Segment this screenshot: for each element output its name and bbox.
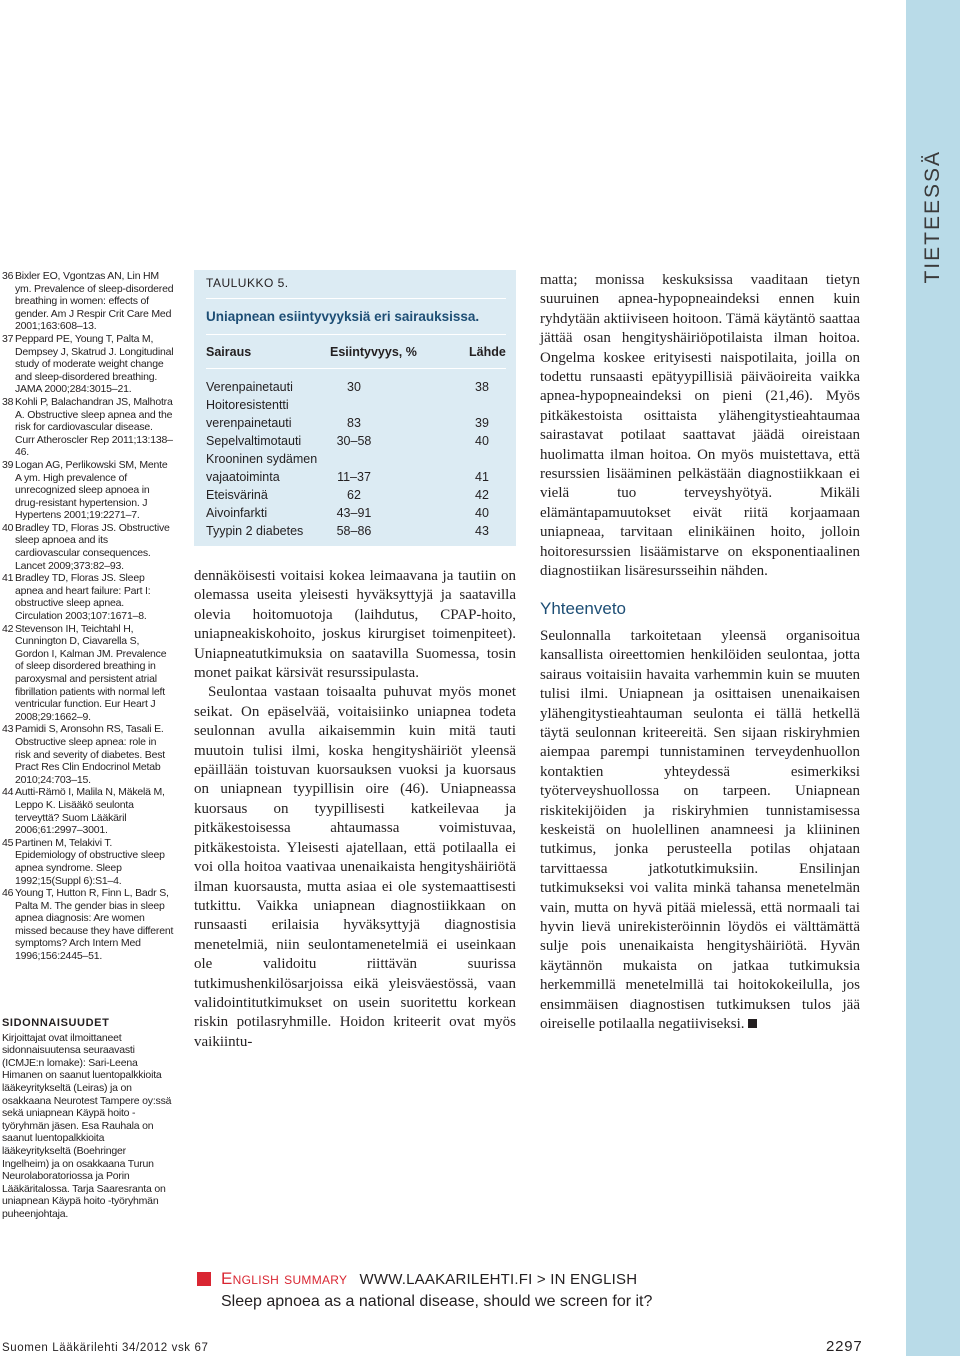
table-cell: Verenpainetauti bbox=[206, 380, 293, 394]
page-number: 2297 bbox=[826, 1338, 863, 1355]
reference-number: 36 bbox=[2, 270, 14, 282]
reference-number: 38 bbox=[2, 395, 14, 408]
reference-text: Bradley TD, Floras JS. Sleep apnea and heart failure: Part I: obstructive sleep apnea. Circulation 2003;107:1671–8. bbox=[15, 572, 151, 623]
reference-text: Logan AG, Perlikowski SM, Mente A ym. High prevalence of unrecognized sleep apnoea in drug-resistant hypertension. J Hypertens 2001;19:2271–7. bbox=[15, 458, 168, 522]
table-divider bbox=[206, 368, 506, 369]
reference-item bbox=[2, 887, 174, 963]
table-cell: 41 bbox=[475, 470, 489, 484]
english-summary-title: Sleep apnoea as a national disease, should we screen for it? bbox=[221, 1293, 653, 1310]
table-cell: 43 bbox=[475, 524, 489, 538]
reference-text: Kohli P, Balachandran JS, Malhotra A. Obstructive sleep apnea and the risk for cardiovascular disease. Curr Atheroscler Rep 2011;13:138–46. bbox=[15, 395, 173, 459]
table-cell: vajaatoiminta bbox=[206, 470, 280, 484]
reference-text: Autti-Rämö I, Malila N, Mäkelä M, Leppo K. Lisääkö seulonta terveyttä? Suom Lääkäril 2006;61:2997–3001. bbox=[15, 786, 165, 837]
footer-journal: Suomen Lääkärilehti 34/2012 vsk 67 bbox=[2, 1342, 209, 1354]
reference-item bbox=[2, 723, 174, 786]
reference-number: 42 bbox=[2, 622, 14, 635]
english-summary-marker bbox=[197, 1272, 211, 1286]
disclosure-section bbox=[2, 1017, 174, 1221]
table-header-cell: Sairaus bbox=[206, 345, 252, 359]
paragraph: matta; monissa keskuksissa vaaditaan tietyn suuruinen apnea-hypopneaindeksi ennen kuin ryhdytään aktiiviseen hoitoon. Tämä käytäntö saattaa jättää osan hengityshäiriöpotilaista ilman hoitoa. Ongelma koskee erityisesti naispotilaita, joilla on todettu runsaasti epätyypillisiä päiväoireita vaikka apnea-hypopneaindeksi on pieni (21,46). Myös pitkäkestoista osittaista ylähengitystieahtaumaa sairastavat potilaat saattavat jäädä oireistaan huolimatta ilman hoitoa. On myös muistettava, että resurssien lisääminen pelkästään diagnostiikkaan ei vielä tuo terveyshyötyä. Mikäli elämäntapamuutokset eivät riitä korjaamaan uniapneaa, tarvitaan elinikäinen hoito, jolloin hoitoresurssien lisäämistarve on eksponentiaalinen diagnostiikan lisäresursseihin nähden. bbox=[540, 272, 860, 580]
table-header-cell: Lähde bbox=[469, 345, 506, 359]
reference-item bbox=[2, 270, 174, 333]
table-row bbox=[206, 450, 506, 468]
table-title: Uniapnean esiintyvyyksiä eri sairauksissa. bbox=[206, 309, 480, 324]
table-cell: Tyypin 2 diabetes bbox=[206, 524, 304, 538]
reference-text: Bixler EO, Vgontzas AN, Lin HM ym. Prevalence of sleep-disordered breathing in women: effects of gender. Am J Respir Crit Care Med 2001;163:608–13. bbox=[15, 270, 174, 333]
table-box bbox=[194, 270, 516, 546]
table-cell: 40 bbox=[475, 506, 489, 520]
english-summary-line bbox=[221, 1269, 637, 1289]
english-summary-label: English summary bbox=[221, 1269, 348, 1288]
reference-text: Young T, Hutton R, Finn L, Badr S, Palta M. The gender bias in sleep apnea diagnosis: Are women missed because they have different symptoms? Arch Intern Med 1996;156:2445–51. bbox=[15, 887, 174, 963]
table-cell: Krooninen sydämen bbox=[206, 452, 318, 466]
table-row bbox=[206, 486, 506, 504]
reference-item bbox=[2, 572, 174, 622]
reference-text: Pamidi S, Aronsohn RS, Tasali E. Obstructive sleep apnea: role in risk and severity of diabetes. Best Pract Res Clin Endocrinol Metab 2010;24:703–15. bbox=[15, 723, 165, 786]
reference-item bbox=[2, 786, 174, 836]
table-cell: 30–58 bbox=[336, 434, 372, 448]
table-cell: 30 bbox=[347, 380, 361, 394]
paragraph: dennäköisesti voitaisi kokea leimaavana ja tautiin on olemassa useita yleisesti hyväksyttyjä ja saatavilla olevia hoitomuotoja (laihdutus, CPAP-hoito, uniapneakiskohoito, joskus kirurgiset toimenpiteet). Uniapneatutkimuksia on saatavilla Suomessa, tosin monet paikat kärsivät resurssipulasta. bbox=[194, 568, 516, 682]
table-cell: 83 bbox=[347, 416, 361, 430]
table-row bbox=[206, 468, 506, 486]
table-cell: Sepelvaltimotauti bbox=[206, 434, 302, 448]
table-divider bbox=[206, 334, 506, 335]
end-mark bbox=[748, 1019, 757, 1028]
reference-number: 41 bbox=[2, 572, 14, 585]
reference-item bbox=[2, 333, 174, 396]
reference-item bbox=[2, 522, 174, 572]
table-divider bbox=[206, 298, 506, 299]
table-cell: 43–91 bbox=[336, 506, 372, 520]
table-cell: Eteisvärinä bbox=[206, 488, 268, 502]
disclosure-title: SIDONNAISUUDET bbox=[2, 1017, 110, 1029]
table-cell: 62 bbox=[347, 488, 361, 502]
table-cell: 42 bbox=[475, 488, 489, 502]
table-row bbox=[206, 504, 506, 522]
paragraph: Seulontaa vastaan toisaalta puhuvat myös monet seikat. On epäselvää, voitaisiinko uniapnea todeta seulonnan avulla aikaisemmin kuin mitä tauti muutoin tulisi ilmi, koska hengityshäiriöt yleensä epäillään toistuvan kuorsauksen vuoksi ja kuorsaus on uniapnean tyypillisin oire (46). Uniapneassa kuorsaus on tyypillisesti katkeilevaa ja pitkäkestoisessa ahtaumassa voimistuvaa, pitkäkestoista. Yleisesti ajatellaan, että potilaalla ei voi olla hoitoa vaativaa unenaikaista hengityshäiriötä ilman kuorsausta, mutta asiaa ei ole systemaattisesti tutkittu. Vaikka uniapnean diagnostiikkaan on runsaasti erilaisia hyväksyttyjä diagnostisia menetelmiä, niin seulontamenetelmiä ei useinkaan ole validoitu riittävän suurissa tutkimushenkilösarjoissa eikä yleisväestössä, vaan validointitutkimukset on usein suoritettu korkean riskin potilasryhmille. Hoidon kriteerit ovat myös vaikiintu- bbox=[194, 684, 516, 1050]
table-cell: Hoitoresistentti bbox=[206, 398, 289, 412]
reference-text: Stevenson IH, Teichtahl H, Cunnington D, Ciavarella S, Gordon I, Kalman JM. Prevalence of sleep disordered breathing in paroxysmal and persistent atrial fibrillation patients with normal left ventricular function. Eur Heart J 2008;29:1662–9. bbox=[15, 622, 167, 723]
table-row bbox=[206, 522, 506, 540]
middle-column bbox=[194, 567, 516, 1052]
table-header-cell: Esiintyvyys, % bbox=[330, 345, 417, 359]
english-summary-link[interactable]: WWW.LAAKARILEHTI.FI > IN ENGLISH bbox=[359, 1271, 638, 1288]
reference-number: 44 bbox=[2, 786, 14, 799]
reference-number: 37 bbox=[2, 332, 14, 345]
reference-text: Bradley TD, Floras JS. Obstructive sleep apnoea and its cardiovascular consequences. Lancet 2009;373:82–93. bbox=[15, 521, 170, 572]
reference-number: 40 bbox=[2, 521, 14, 534]
reference-number: 43 bbox=[2, 723, 14, 736]
paragraph bbox=[540, 627, 860, 1035]
table-cell: 11–37 bbox=[337, 470, 371, 484]
table-cell: verenpainetauti bbox=[206, 416, 292, 430]
table-label: TAULUKKO 5. bbox=[206, 276, 289, 290]
table-body bbox=[206, 378, 506, 540]
reference-number: 45 bbox=[2, 836, 14, 849]
reference-number: 39 bbox=[2, 458, 14, 471]
right-column bbox=[540, 271, 860, 1034]
summary-text: Seulonnalla tarkoitetaan yleensä organisoitua kansallista oireettomien henkilöiden seulontaa, jotta sairaus voitaisiin havaita varhemmin kuin se muuten tulisi ilmi. Uniapnean ja osittaisen unenaikaisen ylähengitystieahtauman seulonta ei tällä hetkellä täytä seulonnan kriteereitä. Sen sijaan riskiryhmien aiempaa parempi tunnistaminen terveydenhuollon kontaktien yhteydessä esimerkiksi työterveyshuollossa on tarpeen. Uniapnean riskitekijöiden ja riskiryhmien tunnistamisessa keskeistä on huolellinen anamneesi ja kliininen tutkimus, jonka perusteella potilas ohjataan tarvittaessa jatkotutkimuksiin. Ensilinjan tutkimukseksi voi valita minkä tahansa menetelmän vain, mutta on hyvä pitää mielessä, että normaali tai hyvin lievä unirekisteröinnin löydös ei välttämättä sulje pois unenaikaista hengityshäiriötä. Hyvän käytännön mukaista on jatkaa tutkimuksia herkemmillä menetelmillä tai hoitokokeilulla, jos ensimmäisen diagnostisen tutkimuksen tulos jää oireiselle potilaalla negatiiviseksi. bbox=[540, 627, 860, 1033]
table-row bbox=[206, 414, 506, 432]
table-row bbox=[206, 432, 506, 450]
table-cell: 38 bbox=[475, 380, 489, 394]
table-row bbox=[206, 396, 506, 414]
section-label-text: TIETEESSÄ bbox=[921, 150, 944, 284]
section-heading: Yhteenveto bbox=[540, 598, 627, 618]
table-cell: 58–86 bbox=[336, 524, 372, 538]
reference-number: 46 bbox=[2, 887, 14, 900]
section-label bbox=[910, 150, 956, 284]
disclosure-text: Kirjoittajat ovat ilmoittaneet sidonnaisuutensa seuraavasti (ICMJE:n lomake): Sari-Leena Himanen on saanut luentopalkkioita lääkeyritykseltä (Leiras) ja on osakkaana Neurotest Tampere oy:ssä sekä uniapnean Käypä hoito -työryhmän jäsen. Esa Rauhala on saanut luentopalkkioita lääkeyritykseltä (Boehringer Ingelheim) ja on osakkaana Turun Neurolaboratoriossa ja Porin Lääkäritalossa. Tarja Saaresranta on uniapnean Käypä hoito -työryhmän puheenjohtaja. bbox=[2, 1031, 172, 1220]
table-row bbox=[206, 378, 506, 396]
reference-item bbox=[2, 837, 174, 887]
references-list bbox=[2, 270, 174, 963]
reference-text: Partinen M, Telakivi T. Epidemiology of obstructive sleep apnea syndrome. Sleep 1992;15(Suppl 6):S1–4. bbox=[15, 836, 165, 887]
reference-item bbox=[2, 623, 174, 724]
table-cell: 40 bbox=[475, 434, 489, 448]
table-cell: Aivoinfarkti bbox=[206, 506, 268, 520]
reference-text: Peppard PE, Young T, Palta M, Dempsey J, Skatrud J. Longitudinal study of moderate weight change and sleep-disordered breathing. JAMA 2000;284:3015–21. bbox=[15, 332, 174, 396]
reference-item bbox=[2, 459, 174, 522]
reference-item bbox=[2, 396, 174, 459]
table-cell: 39 bbox=[475, 416, 489, 430]
